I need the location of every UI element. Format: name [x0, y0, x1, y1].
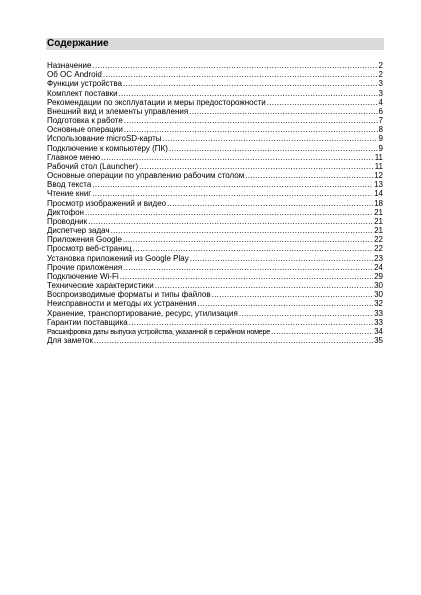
- toc-entry-title: Внешний вид и элементы управления: [47, 106, 189, 116]
- toc-entry-file-explorer[interactable]: [47, 217, 383, 226]
- toc-entry-title: Для заметок: [47, 336, 93, 346]
- toc-entry-page: 12: [374, 171, 383, 181]
- toc-entry-launcher[interactable]: [47, 162, 383, 171]
- toc-entry-page: 4: [378, 97, 383, 107]
- toc-entry-page: 33: [374, 308, 383, 318]
- toc-entry-about-android[interactable]: [47, 70, 383, 79]
- toc-entry-title: Основные операции: [47, 125, 123, 135]
- toc-entry-other-apps[interactable]: [47, 263, 383, 272]
- toc-entry-specs[interactable]: [47, 281, 383, 290]
- toc-entry-page: 2: [378, 61, 383, 70]
- toc-entry-title: Об ОС Android: [47, 70, 102, 80]
- toc-entry-page: 30: [374, 290, 383, 300]
- toc-leader-dots: [169, 144, 378, 153]
- toc-entry-title: Чтение книг: [47, 189, 92, 199]
- toc-entry-title: Хранение, транспортирование, ресурс, утилизация: [47, 308, 238, 318]
- toc-entry-page: 14: [374, 189, 383, 199]
- toc-entry-microsd[interactable]: [47, 134, 383, 143]
- toc-entry-title: Диспетчер задач: [47, 226, 110, 236]
- toc-leader-dots: [245, 171, 373, 180]
- toc-entry-task-manager[interactable]: [47, 226, 383, 235]
- toc-entry-title: Главное меню: [47, 152, 101, 162]
- toc-entry-title: Комплект поставки: [47, 88, 118, 98]
- toc-leader-dots: [92, 189, 373, 198]
- toc-entry-page: 18: [374, 198, 383, 208]
- toc-leader-dots: [239, 309, 373, 318]
- toc-leader-dots: [101, 153, 374, 162]
- toc-entry-title: Диктофон: [47, 207, 84, 217]
- toc-entry-page: 24: [374, 262, 383, 272]
- toc-entry-page: 35: [374, 336, 383, 346]
- toc-entry-title: Назначение: [47, 61, 92, 70]
- toc-leader-dots: [123, 263, 373, 272]
- toc-leader-dots: [103, 70, 378, 79]
- toc-entry-reading-books[interactable]: [47, 189, 383, 198]
- toc-entry-title: Воспроизводимые форматы и типы файлов: [47, 290, 211, 300]
- toc-entry-wifi[interactable]: [47, 272, 383, 281]
- toc-leader-dots: [129, 318, 373, 327]
- toc-entry-page: 13: [374, 180, 383, 190]
- toc-entry-title: Подключение Wi-Fi: [47, 271, 119, 281]
- toc-leader-dots: [167, 199, 373, 208]
- toc-entry-preparation[interactable]: [47, 116, 383, 125]
- toc-entry-voice-recorder[interactable]: [47, 208, 383, 217]
- toc-leader-dots: [155, 281, 373, 290]
- table-of-contents: [47, 61, 383, 345]
- toc-leader-dots: [92, 180, 373, 189]
- toc-leader-dots: [189, 107, 377, 116]
- toc-entry-title: Установка приложений из Google Play: [47, 253, 189, 263]
- toc-entry-title: Рабочий стол (Launcher): [47, 161, 139, 171]
- toc-entry-serial-date[interactable]: [47, 327, 383, 336]
- toc-entry-page: 7: [378, 116, 383, 126]
- toc-entry-title: Приложения Google: [47, 235, 122, 245]
- toc-entry-storage-disposal[interactable]: [47, 309, 383, 318]
- toc-entry-google-play[interactable]: [47, 254, 383, 263]
- toc-entry-title: Использование microSD-карты: [47, 134, 162, 144]
- toc-entry-web-browsing[interactable]: [47, 244, 383, 253]
- toc-entry-page: 11: [374, 161, 383, 171]
- toc-leader-dots: [139, 162, 374, 171]
- toc-leader-dots: [124, 116, 378, 125]
- toc-entry-text-input[interactable]: [47, 180, 383, 189]
- toc-entry-page: 30: [374, 281, 383, 291]
- toc-entry-google-apps[interactable]: [47, 235, 383, 244]
- toc-leader-dots: [88, 217, 373, 226]
- toc-entry-page: 21: [374, 216, 383, 226]
- toc-leader-dots: [190, 254, 373, 263]
- toc-entry-device-functions[interactable]: [47, 79, 383, 88]
- toc-entry-page: 11: [374, 152, 383, 162]
- toc-entry-title: Просмотр изображений и видео: [47, 198, 167, 208]
- toc-entry-title: Основные операции по управлению рабочим столом: [47, 171, 245, 181]
- toc-entry-package-contents[interactable]: [47, 89, 383, 98]
- toc-entry-title: Гарантии поставщика: [47, 317, 128, 327]
- toc-entry-main-menu[interactable]: [47, 153, 383, 162]
- toc-entry-desktop-operations[interactable]: [47, 171, 383, 180]
- toc-leader-dots: [94, 336, 373, 345]
- toc-entry-page: 29: [374, 271, 383, 281]
- toc-leader-dots: [267, 98, 378, 107]
- toc-leader-dots: [133, 244, 374, 253]
- toc-entry-pc-connection[interactable]: [47, 144, 383, 153]
- toc-entry-page: 21: [374, 226, 383, 236]
- toc-entry-page: 9: [378, 134, 383, 144]
- page-title: Содержание: [47, 38, 109, 49]
- toc-leader-dots: [271, 327, 373, 336]
- toc-entry-appearance-controls[interactable]: [47, 107, 383, 116]
- toc-entry-page: 9: [378, 143, 383, 153]
- toc-entry-title: Проводник: [47, 216, 88, 226]
- toc-entry-images-video[interactable]: [47, 199, 383, 208]
- toc-entry-troubleshooting[interactable]: [47, 299, 383, 308]
- toc-entry-title: Рекомендации по эксплуатации и меры предосторожности: [47, 97, 266, 107]
- toc-entry-page: 8: [378, 125, 383, 135]
- toc-entry-page: 22: [374, 244, 383, 254]
- toc-entry-purpose[interactable]: [47, 61, 383, 70]
- toc-entry-title: Технические характеристики: [47, 281, 154, 291]
- toc-entry-notes[interactable]: [47, 336, 383, 345]
- toc-leader-dots: [92, 61, 377, 70]
- toc-leader-dots: [123, 79, 378, 88]
- toc-entry-title: Прочие приложения: [47, 262, 123, 272]
- toc-entry-page: 3: [378, 88, 383, 98]
- toc-leader-dots: [120, 272, 373, 281]
- toc-entry-formats[interactable]: [47, 290, 383, 299]
- toc-entry-title: Неисправности и методы их устранения: [47, 299, 197, 309]
- toc-entry-basic-operations[interactable]: [47, 125, 383, 134]
- toc-entry-title: Расшифровка даты выпуска устройства, указанной в серийном номере: [47, 326, 271, 336]
- toc-entry-page: 34: [374, 326, 383, 336]
- toc-leader-dots: [119, 89, 378, 98]
- toc-entry-page: 3: [378, 79, 383, 89]
- toc-entry-page: 2: [378, 70, 383, 80]
- toc-entry-page: 33: [374, 317, 383, 327]
- toc-entry-page: 23: [374, 253, 383, 263]
- toc-leader-dots: [111, 226, 374, 235]
- toc-entry-warranty[interactable]: [47, 318, 383, 327]
- toc-leader-dots: [123, 235, 373, 244]
- toc-leader-dots: [85, 208, 373, 217]
- toc-entry-title: Ввод текста: [47, 180, 92, 190]
- toc-entry-title: Просмотр веб-страниц: [47, 244, 132, 254]
- toc-leader-dots: [198, 299, 374, 308]
- toc-leader-dots: [212, 290, 373, 299]
- toc-entry-page: 22: [374, 235, 383, 245]
- toc-entry-title: Функции устройства: [47, 79, 122, 89]
- toc-leader-dots: [163, 134, 378, 143]
- toc-entry-title: Подготовка к работе: [47, 116, 123, 126]
- toc-entry-page: 21: [374, 207, 383, 217]
- toc-entry-page: 32: [374, 299, 383, 309]
- toc-entry-safety[interactable]: [47, 98, 383, 107]
- toc-entry-page: 6: [378, 106, 383, 116]
- toc-leader-dots: [124, 125, 378, 134]
- toc-entry-title: Подключение к компьютеру (ПК): [47, 143, 168, 153]
